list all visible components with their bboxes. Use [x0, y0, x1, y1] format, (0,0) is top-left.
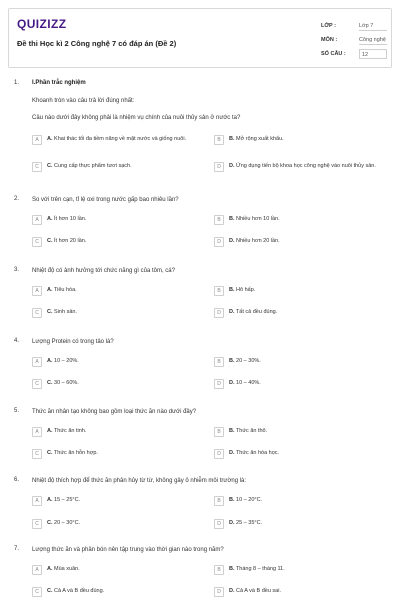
option-d[interactable]: D D. Cả A và B đều sai. [214, 587, 392, 601]
option-a[interactable]: A A. Tiêu hóa. [32, 286, 210, 300]
option-b[interactable]: B B. Hô hấp. [214, 286, 392, 300]
option-letter: B [214, 427, 224, 437]
option-d[interactable]: D D. Ứng dụng tiến bộ khoa học công nghệ vào nuôi thủy sản. [214, 162, 392, 176]
meta-label: SỐ CÂU : [321, 51, 346, 57]
option-letter: D [214, 162, 224, 172]
option-letter: D [214, 237, 224, 247]
option-a[interactable]: A A. Khai thác tối đa tiềm năng về mặt nước và giống nuôi. [32, 135, 210, 149]
option-letter: D [214, 308, 224, 318]
option-b[interactable]: B B. Mở rộng xuất khẩu. [214, 135, 392, 149]
option-c[interactable]: C C. Sinh sản. [32, 308, 210, 322]
option-c[interactable]: C C. Ít hơn 20 lần. [32, 237, 210, 251]
option-d[interactable]: D D. 25 – 35°C. [214, 519, 392, 533]
option-a[interactable]: A A. Ít hơn 10 lần. [32, 215, 210, 229]
option-letter: C [32, 519, 42, 529]
question-text: Thức ăn nhân tạo không bao gồm loại thức ăn nào dưới đây? [32, 409, 197, 415]
option-b[interactable]: B B. 20 – 30%. [214, 357, 392, 371]
option-b[interactable]: B B. Tháng 8 – tháng 11. [214, 565, 392, 579]
option-letter: A [32, 357, 42, 367]
option-letter: A [32, 135, 42, 145]
option-letter: A [32, 427, 42, 437]
option-letter: C [32, 379, 42, 389]
option-letter: B [214, 135, 224, 145]
option-a[interactable]: A A. Thức ăn tinh. [32, 427, 210, 441]
question-number: 7. [14, 546, 20, 552]
option-b[interactable]: B B. Nhiều hơn 10 lần. [214, 215, 392, 229]
option-letter: B [214, 496, 224, 506]
option-letter: D [214, 587, 224, 597]
question-number: 5. [14, 408, 20, 414]
meta-value: Công nghệ [359, 37, 386, 43]
question-text: Lượng thức ăn và phân bón nên tập trung vào thời gian nào trong năm? [32, 547, 224, 553]
option-c[interactable]: C C. Thức ăn hỗn hợp. [32, 449, 210, 463]
option-letter: A [32, 286, 42, 296]
option-c[interactable]: C C. 20 – 30°C. [32, 519, 210, 533]
option-letter: A [32, 496, 42, 506]
meta-fields [321, 19, 387, 61]
option-b[interactable]: B B. 10 – 20°C. [214, 496, 392, 510]
meta-value: Lớp 7 [359, 21, 387, 31]
option-c[interactable]: C C. 30 – 60%. [32, 379, 210, 393]
option-letter: C [32, 449, 42, 459]
option-letter: B [214, 215, 224, 225]
worksheet-header [8, 8, 392, 68]
option-letter: C [32, 237, 42, 247]
meta-row-subject [321, 33, 387, 47]
quizizz-logo: QUIZIZZ [17, 17, 67, 31]
option-c[interactable]: C C. Cả A và B đều đúng. [32, 587, 210, 601]
option-letter: B [214, 565, 224, 575]
question-number: 3. [14, 267, 20, 273]
option-d[interactable]: D D. Nhiều hơn 20 lần. [214, 237, 392, 251]
question-text: Nhiệt độ có ảnh hưởng tới chức năng gì của tôm, cá? [32, 268, 175, 274]
meta-label: LỚP : [321, 23, 336, 29]
option-letter: C [32, 308, 42, 318]
option-d[interactable]: D D. 10 – 40%. [214, 379, 392, 393]
option-d[interactable]: D D. Tất cả đều đúng. [214, 308, 392, 322]
meta-value: 12 [359, 49, 387, 59]
question-text: Câu nào dưới đây không phải là nhiệm vụ chính của nuôi thủy sản ở nước ta? [32, 115, 241, 121]
question-text: Lượng Protein có trong tảo là? [32, 339, 114, 345]
meta-row-count [321, 47, 387, 61]
option-a[interactable]: A A. Mùa xuân. [32, 565, 210, 579]
section-title: I.Phần trắc nghiệm [32, 80, 86, 86]
option-b[interactable]: B B. Thức ăn thô. [214, 427, 392, 441]
instruction-text: Khoanh tròn vào câu trả lời đúng nhất: [32, 98, 135, 104]
option-letter: A [32, 215, 42, 225]
option-letter: A [32, 565, 42, 575]
option-letter: D [214, 379, 224, 389]
option-d[interactable]: D D. Thức ăn hóa học. [214, 449, 392, 463]
question-number: 6. [14, 477, 20, 483]
option-letter: B [214, 286, 224, 296]
meta-label: MÔN : [321, 37, 338, 43]
page-title: Đề thi Học kì 2 Công nghệ 7 có đáp án (Đề 2) [17, 39, 177, 48]
meta-row-class [321, 19, 387, 33]
option-letter: D [214, 519, 224, 529]
question-number: 1. [14, 80, 20, 86]
option-letter: C [32, 587, 42, 597]
question-text: So với trên cạn, tỉ lệ oxi trong nước gấp bao nhiêu lần? [32, 197, 179, 203]
option-letter: D [214, 449, 224, 459]
option-letter: B [214, 357, 224, 367]
option-c[interactable]: C C. Cung cấp thực phẩm tươi sạch. [32, 162, 210, 176]
option-a[interactable]: A A. 15 – 25°C. [32, 496, 210, 510]
option-a[interactable]: A A. 10 – 20%. [32, 357, 210, 371]
option-letter: C [32, 162, 42, 172]
question-number: 4. [14, 338, 20, 344]
question-number: 2. [14, 196, 20, 202]
question-text: Nhiệt độ thích hợp để thức ăn phân hủy từ từ, không gây ô nhiễm môi trường là: [32, 478, 247, 484]
